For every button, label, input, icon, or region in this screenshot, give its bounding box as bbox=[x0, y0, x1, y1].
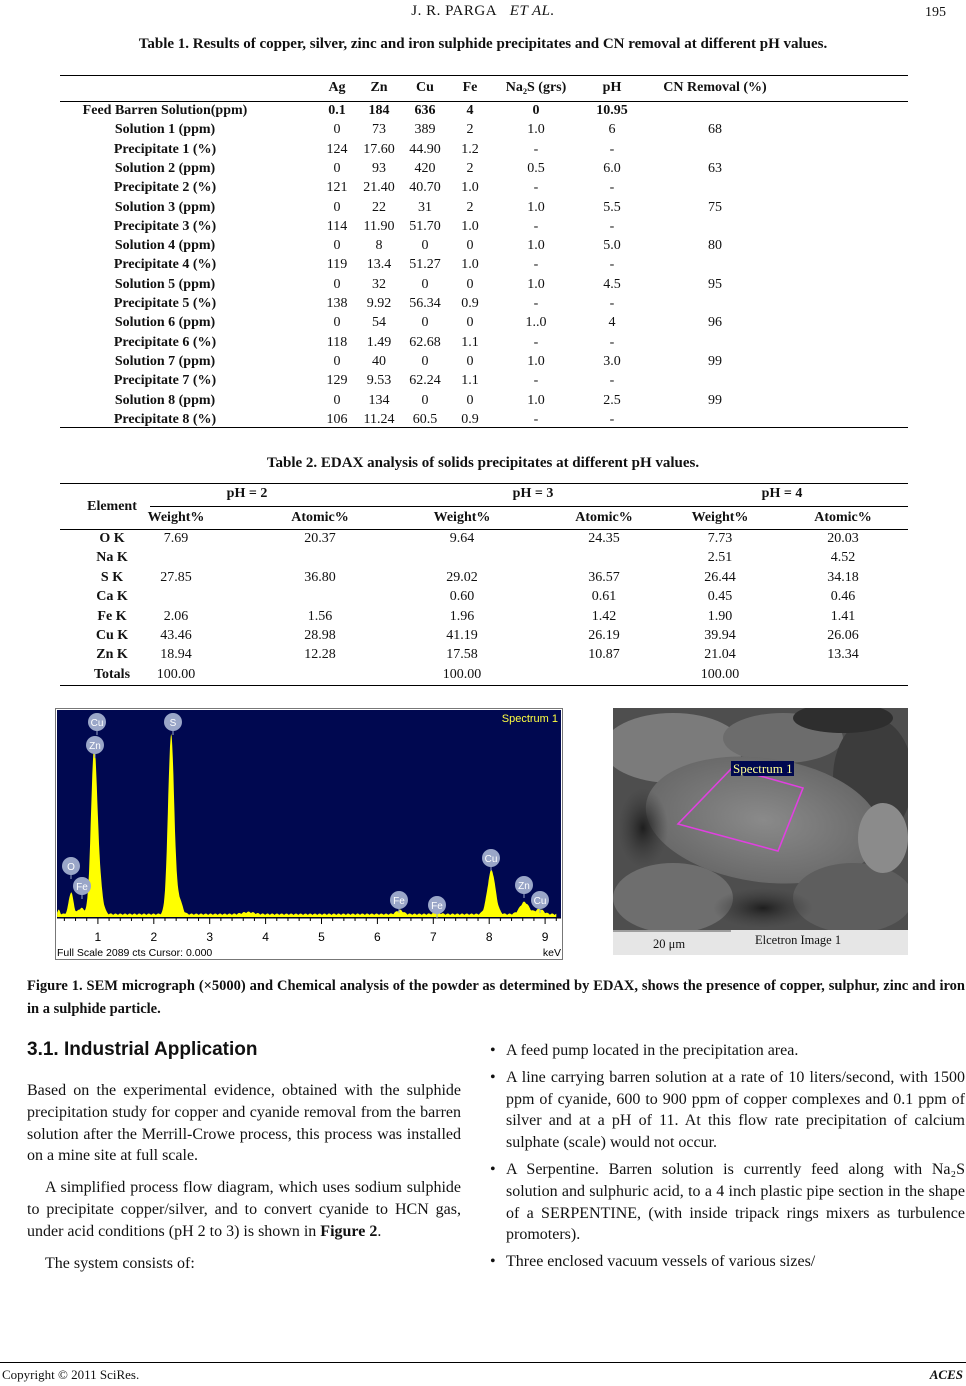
row-label: Ca K bbox=[96, 589, 128, 605]
table-cell: - bbox=[609, 218, 615, 234]
row-label: Totals bbox=[93, 666, 131, 682]
table-cell: 62.68 bbox=[409, 334, 441, 350]
table-cell: 0.46 bbox=[830, 589, 856, 605]
table-cell: 6.0 bbox=[603, 160, 621, 176]
table-cell: 22 bbox=[372, 199, 386, 215]
table-cell: 63 bbox=[708, 160, 722, 176]
table-cell: 1.90 bbox=[707, 608, 733, 624]
table-cell: - bbox=[609, 296, 615, 311]
table-cell: 1.0 bbox=[527, 276, 545, 292]
column-header: Atomic% bbox=[291, 510, 349, 525]
right-column bbox=[488, 1040, 965, 1278]
table-cell: 106 bbox=[326, 411, 348, 427]
table-cell: - bbox=[533, 180, 539, 196]
table-cell: 5.5 bbox=[603, 199, 621, 215]
page-number: 195 bbox=[925, 5, 946, 20]
table-cell: 1.0 bbox=[527, 238, 545, 254]
spectrum-background bbox=[57, 710, 561, 918]
bullet-text: A Serpentine. Barren solution is currently feed along with Na₂S solution and sulphuric acid, to a 4 inch plastic pipe section in the shape of a SERPENTINE, (with inside tripack rings mixers as turbulence promoters). bbox=[506, 1160, 965, 1244]
table-cell: 40.70 bbox=[409, 180, 441, 196]
journal-name: ACES bbox=[929, 1367, 963, 1382]
table-cell: 95 bbox=[708, 276, 722, 292]
table-cell: - bbox=[533, 257, 539, 273]
table-cell: 0 bbox=[466, 238, 474, 254]
edax-spectrum bbox=[55, 708, 563, 960]
table-cell: 1.56 bbox=[307, 608, 333, 624]
table-cell: 100.00 bbox=[442, 666, 482, 682]
table-cell: 93 bbox=[372, 160, 386, 176]
table-cell: 119 bbox=[326, 257, 348, 273]
table-cell: 12.28 bbox=[304, 647, 336, 663]
table2-group-rule bbox=[150, 506, 908, 507]
table-row bbox=[0, 257, 966, 276]
table-row bbox=[0, 200, 966, 219]
table2-bottom-rule bbox=[60, 685, 908, 686]
table-cell: 18.94 bbox=[160, 647, 192, 663]
table-cell: 114 bbox=[326, 218, 348, 234]
table-row bbox=[0, 647, 966, 666]
row-label: S K bbox=[100, 569, 124, 585]
table-cell: 21.04 bbox=[704, 647, 736, 663]
tick-label: 9 bbox=[541, 930, 549, 944]
paragraph-text: A simplified process flow diagram, which uses sodium sulphide to precipitate copper/silver, and to convert cyanide to HCN gas, under acid conditions (pH 2 to 3) is shown in bbox=[27, 1179, 461, 1240]
row-label: Precipitate 3 (%) bbox=[113, 218, 217, 234]
row-label: Solution 2 (ppm) bbox=[114, 160, 216, 176]
table-cell: 99 bbox=[708, 353, 722, 369]
column-header: Na₂S (grs) bbox=[505, 80, 567, 95]
table-cell: 20.37 bbox=[304, 531, 336, 546]
table-cell: 51.70 bbox=[409, 218, 441, 234]
table-cell: 40 bbox=[372, 353, 386, 369]
table-cell: 54 bbox=[372, 315, 386, 331]
table-row bbox=[0, 161, 966, 180]
column-header: Fe bbox=[462, 80, 478, 95]
spectrum-footer: Full Scale 2089 cts Cursor: 0.000 bbox=[57, 947, 213, 959]
table-row bbox=[0, 667, 966, 686]
table-cell: 2.5 bbox=[603, 392, 621, 408]
tick-label: 7 bbox=[429, 930, 437, 944]
table-cell: 9.64 bbox=[449, 531, 475, 546]
table-row bbox=[0, 103, 966, 122]
table-cell: 118 bbox=[326, 334, 348, 350]
table-cell: 36.57 bbox=[588, 569, 620, 585]
table-cell: 420 bbox=[414, 160, 436, 176]
bullet-item bbox=[488, 1067, 965, 1154]
table-cell: 0 bbox=[532, 103, 540, 118]
row-label: Na K bbox=[96, 550, 128, 566]
table-row bbox=[0, 315, 966, 334]
tick-label: 1 bbox=[94, 930, 102, 944]
spectrum-title: Spectrum 1 bbox=[501, 713, 558, 725]
tick-label: 3 bbox=[206, 930, 214, 944]
table-cell: 184 bbox=[368, 103, 390, 118]
copyright: Copyright © 2011 SciRes. bbox=[2, 1367, 140, 1382]
table-cell: - bbox=[609, 373, 615, 389]
tick-label: 8 bbox=[485, 930, 493, 944]
table-cell: 0.5 bbox=[527, 160, 545, 176]
row-label: Precipitate 1 (%) bbox=[113, 141, 217, 157]
column-header: Atomic% bbox=[814, 510, 872, 525]
table-row bbox=[0, 277, 966, 296]
row-label: Precipitate 5 (%) bbox=[113, 296, 217, 311]
table-cell: 100.00 bbox=[700, 666, 740, 682]
column-header: Atomic% bbox=[575, 510, 633, 525]
table-cell: 13.34 bbox=[827, 647, 859, 663]
region-label: Spectrum 1 bbox=[733, 761, 793, 776]
peak-label-text: Zn bbox=[518, 881, 530, 892]
table-cell: 73 bbox=[372, 122, 386, 138]
et-al: ET AL. bbox=[509, 3, 555, 19]
sem-micrograph bbox=[613, 708, 908, 955]
bullet-text: A feed pump located in the precipitation area. bbox=[506, 1042, 799, 1059]
column-header: Weight% bbox=[433, 510, 491, 525]
table-cell: 0 bbox=[333, 353, 341, 369]
bullet-text: A line carrying barren solution at a rate of 10 liters/second, with 1500 ppm of cyanide, 600 to 900 ppm of copper complexes and 0.1 ppm of silver and at a pH of 11. At this flow rate precipitation of calcium sulphate (scale) would not occur. bbox=[506, 1068, 965, 1152]
bullet-icon: • bbox=[490, 1068, 496, 1086]
table-row bbox=[0, 219, 966, 238]
row-label: Cu K bbox=[95, 628, 129, 643]
table-cell: 2.06 bbox=[163, 608, 189, 624]
bullet-text: Three enclosed vacuum vessels of various sizes/ bbox=[506, 1253, 816, 1271]
column-header: Zn bbox=[370, 80, 388, 95]
table-cell: 24.35 bbox=[588, 531, 620, 546]
peak-label-text: Cu bbox=[533, 896, 547, 907]
row-label: Solution 7 (ppm) bbox=[114, 353, 216, 369]
row-label: Precipitate 7 (%) bbox=[113, 373, 217, 389]
table-cell: - bbox=[609, 141, 615, 157]
peak-label-text: O bbox=[67, 862, 75, 873]
table-cell: 2.51 bbox=[707, 550, 733, 566]
group-ph3: pH = 3 bbox=[512, 486, 554, 501]
table-cell: 0 bbox=[421, 392, 429, 408]
row-label: Solution 8 (ppm) bbox=[114, 392, 216, 408]
table-cell: 3.0 bbox=[603, 353, 621, 369]
table-cell: 7.73 bbox=[707, 531, 733, 546]
table-row bbox=[0, 589, 966, 608]
table-cell: 10.87 bbox=[588, 647, 620, 663]
table-cell: 8 bbox=[375, 238, 383, 254]
table-cell: 11.24 bbox=[363, 411, 395, 427]
table-cell: 1.96 bbox=[449, 608, 475, 624]
table-cell: 0 bbox=[421, 238, 429, 254]
bullet-item bbox=[488, 1159, 965, 1246]
tick-label: 4 bbox=[262, 930, 269, 944]
column-header: CN Removal (%) bbox=[663, 80, 767, 95]
table-row bbox=[0, 393, 966, 412]
table-cell: 96 bbox=[708, 315, 722, 331]
table-cell: 26.19 bbox=[588, 628, 620, 643]
table-cell: 129 bbox=[326, 373, 348, 389]
paragraph: The system consists of: bbox=[45, 1254, 195, 1272]
table-cell: - bbox=[533, 296, 539, 311]
row-label: Solution 3 (ppm) bbox=[114, 199, 216, 215]
figure-reference[interactable]: Figure 2 bbox=[320, 1222, 378, 1240]
table-cell: 0.9 bbox=[461, 411, 479, 427]
table-cell: 28.98 bbox=[304, 628, 336, 643]
table-cell: 0 bbox=[421, 353, 429, 369]
bullet-item bbox=[488, 1040, 965, 1062]
table-cell: 0 bbox=[466, 315, 474, 331]
table-cell: 99 bbox=[708, 392, 722, 408]
table2-top-rule bbox=[60, 483, 908, 484]
table1-caption: Table 1. Results of copper, silver, zinc and iron sulphide precipitates and CN removal at different pH values. bbox=[138, 36, 828, 52]
table-cell: 1.0 bbox=[461, 218, 479, 234]
table1-header-rule bbox=[60, 101, 908, 102]
row-label: Precipitate 4 (%) bbox=[113, 257, 217, 273]
table-cell: 0 bbox=[466, 353, 474, 369]
table2-subheader bbox=[0, 510, 966, 529]
table-row bbox=[0, 628, 966, 647]
table-row bbox=[0, 609, 966, 628]
table-row bbox=[0, 335, 966, 354]
table-cell: 41.19 bbox=[446, 628, 478, 643]
row-label: Zn K bbox=[96, 647, 128, 663]
table-cell: 0 bbox=[333, 160, 341, 176]
table-cell: 138 bbox=[326, 296, 348, 311]
table-cell: 9.92 bbox=[366, 296, 392, 311]
image-label: Elcetron Image 1 bbox=[755, 933, 842, 947]
table-cell: - bbox=[609, 334, 615, 350]
table2-header-rule bbox=[60, 529, 908, 530]
table-row bbox=[0, 354, 966, 373]
table-cell: 636 bbox=[414, 103, 436, 118]
peak-label-text: Cu bbox=[484, 854, 498, 865]
table-cell: 26.44 bbox=[704, 569, 736, 585]
table-cell: 56.34 bbox=[409, 296, 441, 311]
table-cell: 0 bbox=[466, 392, 474, 408]
table-cell: 29.02 bbox=[446, 569, 478, 585]
table1-bottom-rule bbox=[60, 427, 908, 428]
tick-label: 6 bbox=[374, 930, 381, 944]
table-cell: - bbox=[609, 411, 615, 427]
tick-label: 2 bbox=[150, 930, 158, 944]
table1-header bbox=[0, 80, 966, 99]
row-label: Solution 6 (ppm) bbox=[114, 315, 216, 331]
table-cell: 9.53 bbox=[366, 373, 392, 389]
table-cell: - bbox=[533, 334, 539, 350]
bullet-icon: • bbox=[490, 1253, 496, 1271]
table-cell: 4.52 bbox=[830, 550, 856, 566]
tick-label: 5 bbox=[318, 930, 325, 944]
table-cell: 1..0 bbox=[525, 315, 547, 331]
table-cell: 4 bbox=[608, 315, 616, 331]
table-cell: 0.60 bbox=[449, 589, 475, 605]
row-label: Precipitate 6 (%) bbox=[113, 334, 217, 350]
paragraph: Based on the experimental evidence, obtained with the sulphide precipitation study for copper and cyanide removal from the barren solution after the Merrill-Crowe process, this process was installed on a mine site at full scale. bbox=[27, 1082, 461, 1165]
table-row bbox=[0, 531, 966, 550]
table-cell: 34.18 bbox=[827, 569, 859, 585]
table-cell: 11.90 bbox=[363, 218, 395, 234]
table-cell: 2 bbox=[466, 160, 474, 176]
table-cell: 36.80 bbox=[304, 569, 336, 585]
bullet-item bbox=[488, 1251, 965, 1273]
group-ph4: pH = 4 bbox=[761, 486, 803, 501]
table-cell: 0 bbox=[333, 122, 341, 138]
spectrum-unit: keV bbox=[542, 947, 561, 959]
bullet-icon: • bbox=[490, 1160, 496, 1178]
table-cell: 0 bbox=[421, 276, 429, 292]
table-cell: 51.27 bbox=[409, 257, 441, 273]
table-cell: 10.95 bbox=[596, 103, 628, 118]
peak-label-text: Fe bbox=[393, 896, 405, 907]
peak-label-text: Fe bbox=[76, 882, 88, 893]
table-cell: 1.0 bbox=[527, 122, 545, 138]
column-header: Cu bbox=[416, 80, 434, 95]
table-row bbox=[0, 550, 966, 569]
table-cell: 100.00 bbox=[156, 666, 196, 682]
table-cell: 0 bbox=[333, 276, 341, 292]
table-cell: 1.0 bbox=[461, 180, 479, 196]
footer-rule bbox=[0, 1362, 966, 1363]
table-cell: 68 bbox=[708, 122, 722, 138]
row-label: Feed Barren Solution(ppm) bbox=[82, 103, 248, 118]
table-cell: 60.5 bbox=[412, 411, 438, 427]
table-cell: 5.0 bbox=[603, 238, 621, 254]
table2-caption: Table 2. EDAX analysis of solids precipitates at different pH values. bbox=[266, 455, 700, 471]
table-cell: - bbox=[609, 180, 615, 196]
column-header: Weight% bbox=[147, 510, 205, 525]
group-ph2: pH = 2 bbox=[226, 486, 268, 501]
table-row bbox=[0, 373, 966, 392]
peak-label-text: Zn bbox=[89, 741, 101, 752]
table-cell: 32 bbox=[372, 276, 386, 292]
row-label: Precipitate 2 (%) bbox=[113, 180, 217, 196]
authors: J. R. PARGA bbox=[411, 3, 498, 19]
table-cell: 0 bbox=[333, 392, 341, 408]
row-label: Precipitate 8 (%) bbox=[113, 411, 217, 427]
table-row bbox=[0, 570, 966, 589]
column-header: pH bbox=[602, 80, 622, 95]
table-cell: 1.1 bbox=[461, 373, 479, 389]
table-cell: 43.46 bbox=[160, 628, 192, 643]
table-cell: 1.41 bbox=[830, 608, 856, 624]
table-cell: 389 bbox=[414, 122, 436, 138]
table-row bbox=[0, 296, 966, 315]
element-header: Element bbox=[87, 499, 137, 514]
table-row bbox=[0, 180, 966, 199]
table-cell: 1.0 bbox=[461, 257, 479, 273]
table-cell: - bbox=[533, 218, 539, 234]
table-cell: 1.49 bbox=[366, 334, 392, 350]
table-cell: 17.58 bbox=[446, 647, 478, 663]
table-cell: 1.42 bbox=[591, 608, 617, 624]
table-cell: 0 bbox=[333, 238, 341, 254]
table-cell: 44.90 bbox=[409, 141, 441, 157]
table-cell: 26.06 bbox=[827, 628, 859, 643]
table-cell: 0.1 bbox=[328, 103, 346, 118]
table-cell: 4.5 bbox=[603, 276, 621, 292]
table-cell: 1.1 bbox=[461, 334, 479, 350]
table-cell: 121 bbox=[326, 180, 348, 196]
table-cell: 20.03 bbox=[827, 531, 859, 546]
table-cell: 1.0 bbox=[527, 392, 545, 408]
row-label: Solution 4 (ppm) bbox=[114, 238, 216, 254]
table-cell: 1.0 bbox=[527, 199, 545, 215]
table-cell: 13.4 bbox=[366, 257, 392, 273]
table-cell: 39.94 bbox=[704, 628, 736, 643]
figure1-caption: Figure 1. SEM micrograph (×5000) and Chemical analysis of the powder as determined by EDAX, shows the presence of copper, sulphur, zinc and iron in a sulphide particle. bbox=[27, 978, 965, 1017]
row-label: Fe K bbox=[97, 608, 127, 624]
table-cell: 75 bbox=[708, 199, 722, 215]
table-cell: 2 bbox=[466, 122, 474, 138]
paragraph-tail: . bbox=[377, 1222, 382, 1240]
table-row bbox=[0, 122, 966, 141]
table-cell: 62.24 bbox=[409, 373, 441, 389]
table-cell: - bbox=[533, 411, 539, 427]
table1-top-rule bbox=[60, 75, 908, 76]
table-cell: 31 bbox=[418, 199, 432, 215]
table-cell: 6 bbox=[608, 122, 616, 138]
left-column bbox=[27, 1080, 461, 1284]
table-row bbox=[0, 238, 966, 257]
table-cell: 0 bbox=[466, 276, 474, 292]
table-cell: 0 bbox=[333, 315, 341, 331]
table-row bbox=[0, 142, 966, 161]
table-cell: 134 bbox=[368, 392, 390, 408]
peak-label-text: Cu bbox=[90, 718, 104, 729]
table-cell: - bbox=[533, 373, 539, 389]
row-label: Solution 1 (ppm) bbox=[114, 122, 216, 138]
table-cell: 0 bbox=[333, 199, 341, 215]
table-cell: 1.0 bbox=[527, 353, 545, 369]
section-heading: 3.1. Industrial Application bbox=[27, 1039, 258, 1060]
paragraph bbox=[27, 1177, 461, 1242]
table-cell: 17.60 bbox=[363, 141, 395, 157]
table-cell: 124 bbox=[326, 141, 348, 157]
running-head bbox=[0, 3, 966, 20]
table-cell: - bbox=[533, 141, 539, 157]
column-header: Ag bbox=[328, 80, 346, 95]
table-cell: 1.2 bbox=[461, 141, 479, 157]
table-cell: 21.40 bbox=[363, 180, 395, 196]
peak-label-text: S bbox=[169, 718, 177, 729]
table-cell: 0.45 bbox=[707, 589, 733, 605]
table-cell: 7.69 bbox=[163, 531, 189, 546]
table-cell: 0.61 bbox=[591, 589, 617, 605]
table-cell: 0.9 bbox=[461, 296, 479, 311]
column-header: Weight% bbox=[691, 510, 749, 525]
scale-bar-label: 20 μm bbox=[653, 937, 686, 951]
peak-label-text: Fe bbox=[431, 901, 443, 912]
table-cell: 4 bbox=[466, 103, 474, 118]
table-cell: 27.85 bbox=[160, 569, 192, 585]
row-label: O K bbox=[99, 531, 125, 546]
table-cell: 2 bbox=[466, 199, 474, 215]
bullet-icon: • bbox=[490, 1042, 496, 1059]
table-cell: - bbox=[609, 257, 615, 273]
row-label: Solution 5 (ppm) bbox=[114, 276, 216, 292]
table-cell: 0 bbox=[421, 315, 429, 331]
table-cell: 80 bbox=[708, 238, 722, 254]
